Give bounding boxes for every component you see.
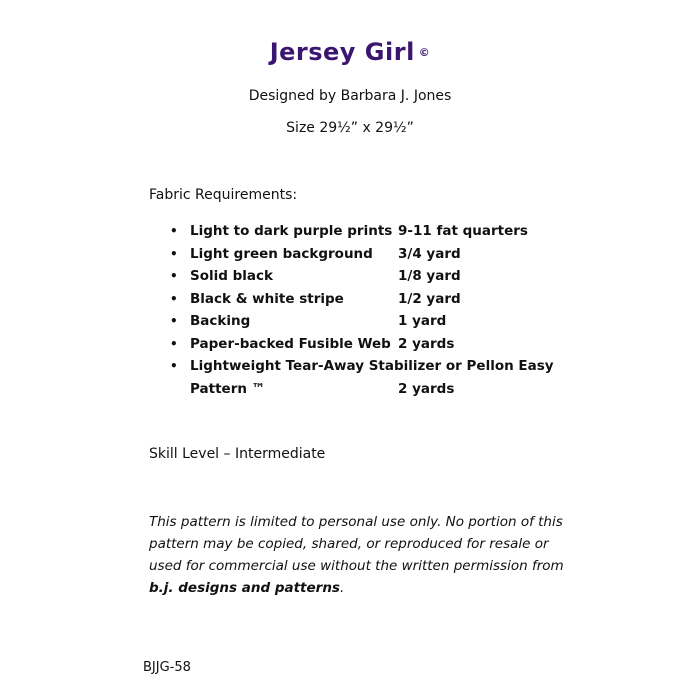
fabric-quantity: 2 yards (398, 335, 455, 352)
bullet-icon: • (170, 291, 178, 306)
fabric-name: Solid black (190, 268, 273, 284)
bullet-icon: • (170, 246, 178, 261)
fabric-name: Paper-backed Fusible Web (190, 335, 391, 352)
pattern-code: BJJG-58 (143, 660, 191, 675)
fabric-quantity: 9-11 fat quarters (398, 223, 528, 239)
fabric-quantity: 1 yard (398, 313, 447, 329)
bullet-icon: • (170, 269, 178, 283)
notice-text: This pattern is limited to personal use only. No portion of this pattern may be copied, shared, or reproduced for resale or used for commercial use without the written permission from (149, 514, 564, 574)
page-title (0, 38, 700, 66)
fabric-name: Black & white stripe (190, 290, 344, 307)
bullet-icon: • (170, 336, 178, 351)
bullet-icon: • (170, 314, 178, 328)
bullet-icon: • (170, 359, 178, 373)
usage-notice (149, 511, 569, 599)
fabric-quantity: 1/8 yard (398, 268, 461, 284)
title-text: Jersey Girl (269, 38, 415, 66)
fabric-name: Light green background (190, 245, 373, 262)
fabric-quantity: 2 yards (398, 380, 455, 397)
notice-end: . (339, 580, 345, 596)
copyright-symbol: © (418, 46, 431, 59)
fabric-name: Light to dark purple prints (190, 223, 393, 239)
fabric-name: Backing (190, 313, 251, 329)
fabric-name: Lightweight Tear-Away Stabilizer or Pellon Easy (190, 358, 554, 374)
fabric-quantity: 1/2 yard (398, 290, 461, 307)
designer-credit: Designed by Barbara J. Jones (248, 88, 452, 104)
fabric-name: Pattern ™ (190, 380, 266, 397)
skill-level: Skill Level – Intermediate (149, 446, 326, 462)
quilt-size: Size 29½” x 29½” (286, 120, 414, 136)
brand-name: b.j. designs and patterns (149, 580, 340, 596)
fabric-requirements-heading: Fabric Requirements: (149, 187, 298, 203)
fabric-quantity: 3/4 yard (398, 245, 461, 262)
bullet-icon: • (170, 224, 178, 238)
